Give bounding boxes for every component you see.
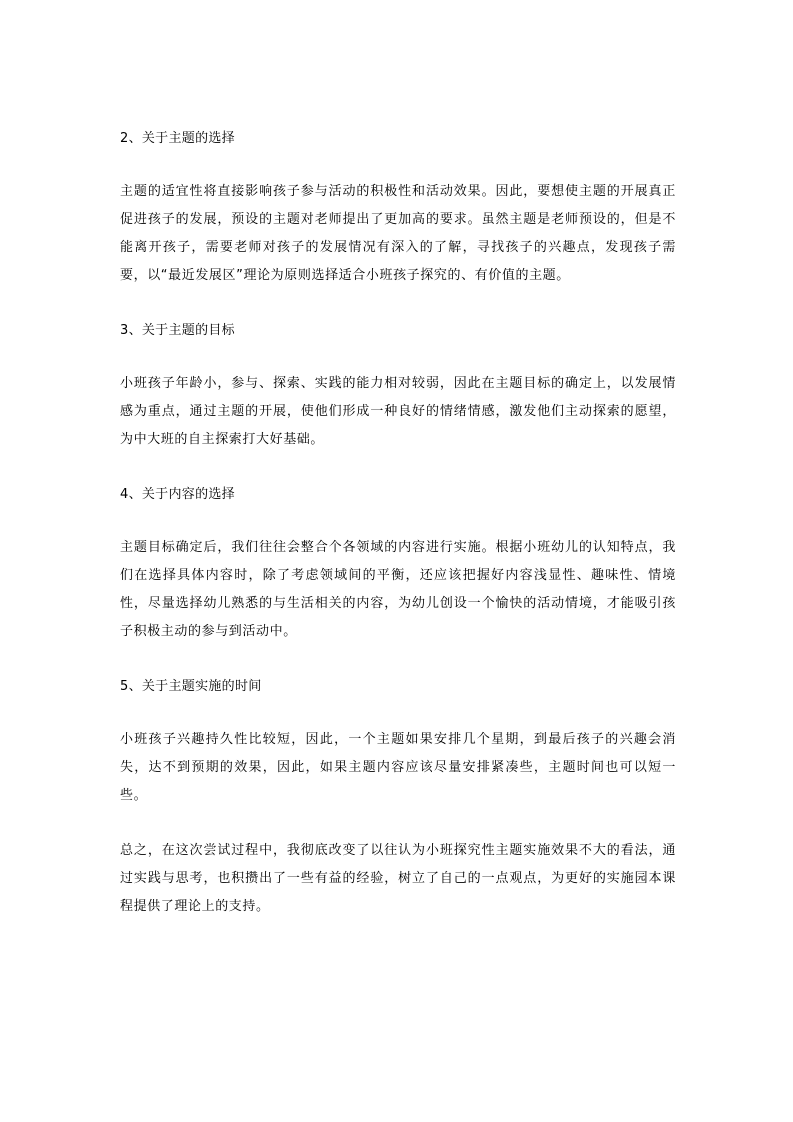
section-heading-5: 5、关于主题实施的时间 xyxy=(120,679,262,694)
document-body xyxy=(120,125,676,921)
section-paragraph-3: 小班孩子年龄小，参与、探索、实践的能力相对较弱，因此在主题目标的确定上，以发展情感为重点，通过主题的开展，使他们形成一种良好的情绪情感，激发他们主动探索的愿望，为中大班的自主探索打大好基础。 xyxy=(120,376,676,447)
section-paragraph-2: 主题的适宜性将直接影响孩子参与活动的积极性和活动效果。因此，要想使主题的开展真正促进孩子的发展，预设的主题对老师提出了更加高的要求。虽然主题是老师预设的，但是不能离开孩子，需要老师对孩子的发展情况有深入的了解，寻找孩子的兴趣点，发现孩子需要，以“最近发展区”理论为原则选择适合小班孩子探究的、有价值的主题。 xyxy=(120,184,676,283)
conclusion-paragraph: 总之，在这次尝试过程中，我彻底改变了以往认为小班探究性主题实施效果不大的看法，通过实践与思考，也积攒出了一些有益的经验，树立了自己的一点观点，为更好的实施园本课程提供了理论上的支持。 xyxy=(120,843,676,914)
section-heading-2: 2、关于主题的选择 xyxy=(120,131,235,146)
section-heading-4: 4、关于内容的选择 xyxy=(120,487,235,502)
section-paragraph-4: 主题目标确定后，我们往往会整合个各领域的内容进行实施。根据小班幼儿的认知特点，我们在选择具体内容时，除了考虑领域间的平衡，还应该把握好内容浅显性、趣味性、情境性，尽量选择幼儿熟悉的与生活相关的内容，为幼儿创设一个愉快的活动情境，才能吸引孩子积极主动的参与到活动中。 xyxy=(120,540,676,639)
section-paragraph-5: 小班孩子兴趣持久性比较短，因此，一个主题如果安排几个星期，到最后孩子的兴趣会消失，达不到预期的效果，因此，如果主题内容应该尽量安排紧凑些，主题时间也可以短一些。 xyxy=(120,732,676,803)
section-heading-3: 3、关于主题的目标 xyxy=(120,323,235,338)
